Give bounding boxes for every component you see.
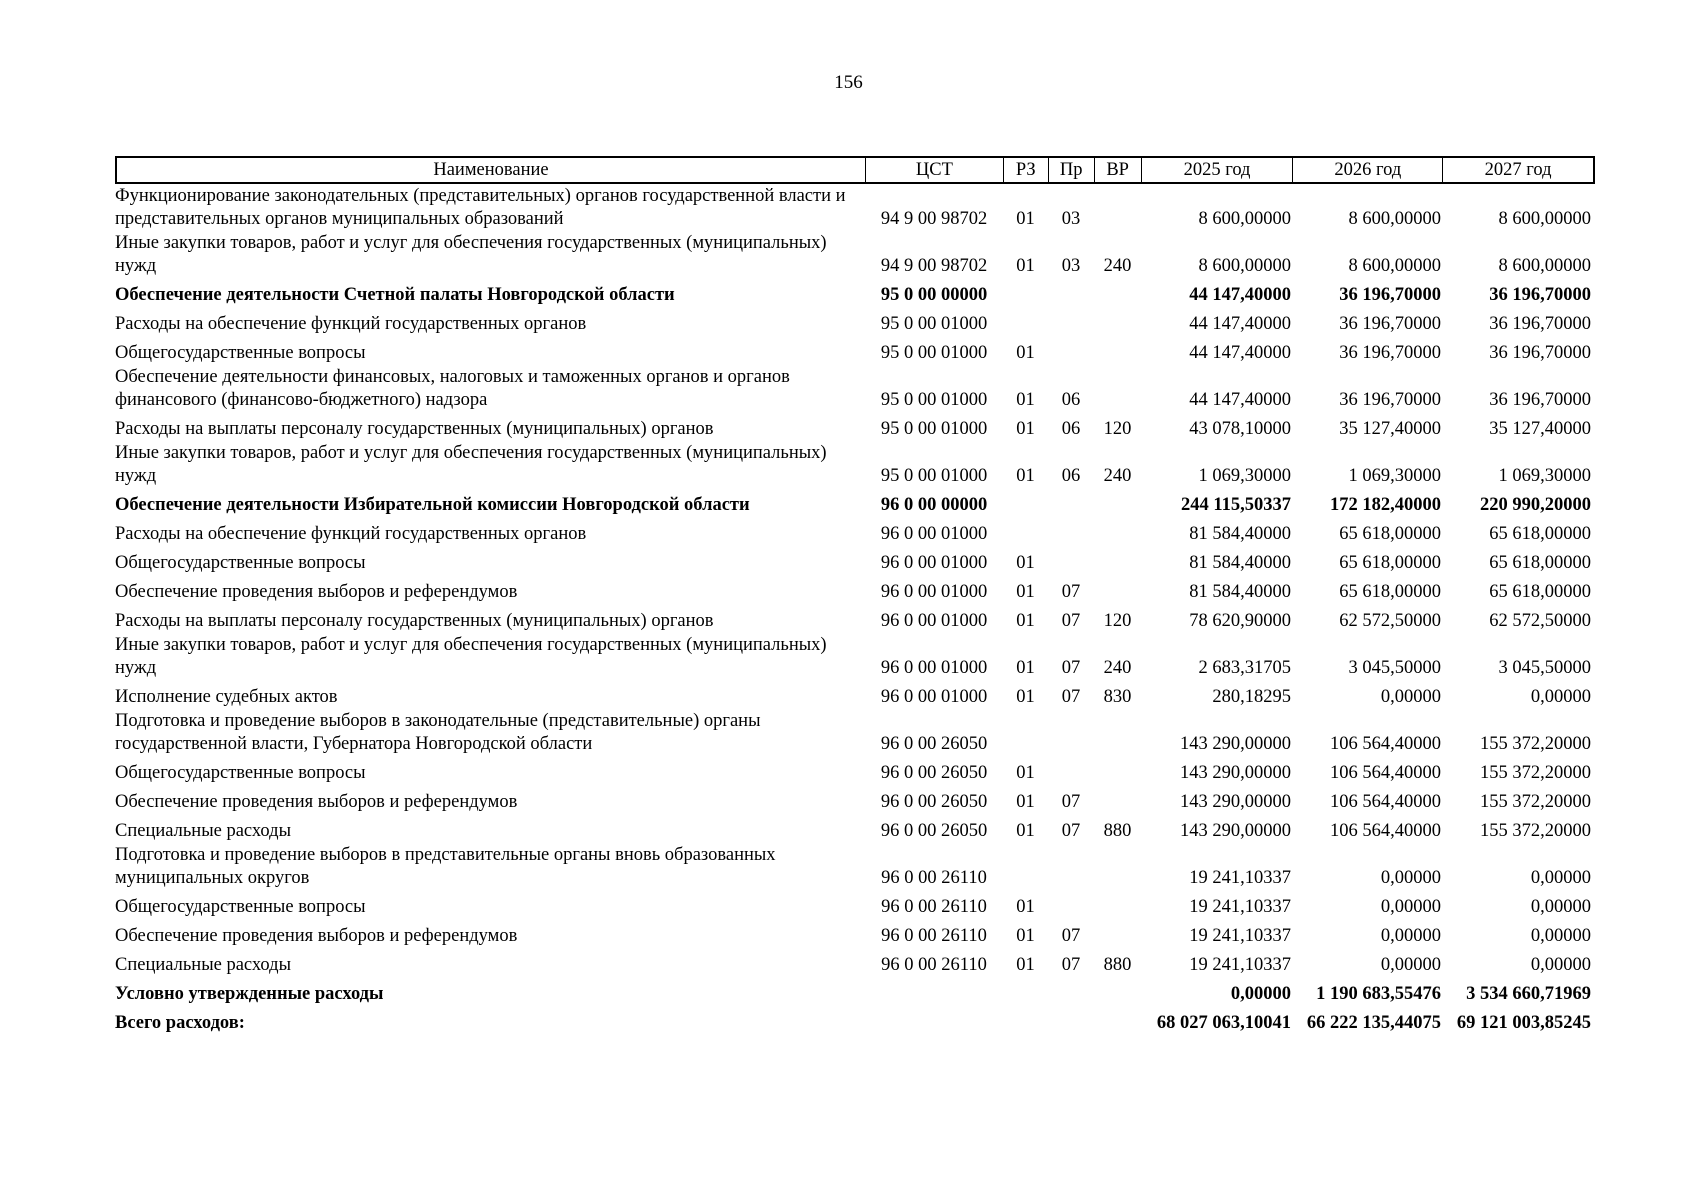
header-pr: Пр bbox=[1049, 158, 1095, 182]
row-name: Обеспечение проведения выборов и референдумов bbox=[115, 582, 518, 602]
header-2026: 2026 год bbox=[1293, 158, 1443, 182]
row-cst: 96 0 00 00000 bbox=[880, 495, 988, 515]
row-vr: 240 bbox=[1103, 658, 1132, 678]
row-cst: 96 0 00 01000 bbox=[880, 611, 988, 631]
row-value-2025: 78 620,90000 bbox=[1189, 611, 1291, 631]
row-value-2027: 0,00000 bbox=[1530, 926, 1591, 946]
row-rz: 01 bbox=[1016, 419, 1035, 439]
row-value-2025: 81 584,40000 bbox=[1189, 553, 1291, 573]
row-value-2025: 44 147,40000 bbox=[1189, 285, 1291, 305]
table-row bbox=[115, 680, 1595, 709]
row-rz: 01 bbox=[1016, 926, 1035, 946]
row-name: Иные закупки товаров, работ и услуг для обеспечения государственных (муниципальных) нужд bbox=[115, 233, 827, 276]
row-pr: 07 bbox=[1061, 582, 1081, 602]
row-value-2027: 36 196,70000 bbox=[1489, 314, 1591, 334]
table-row bbox=[115, 604, 1595, 633]
row-rz: 01 bbox=[1016, 553, 1035, 573]
row-name: Общегосударственные вопросы bbox=[115, 897, 366, 917]
table-row bbox=[115, 517, 1595, 546]
row-value-2027: 8 600,00000 bbox=[1498, 209, 1591, 229]
row-cst: 96 0 00 26110 bbox=[881, 897, 987, 917]
row-value-2025: 19 241,10337 bbox=[1189, 897, 1291, 917]
row-value-2025: 2 683,31705 bbox=[1198, 658, 1291, 678]
row-value-2027: 0,00000 bbox=[1530, 868, 1591, 888]
row-cst: 96 0 00 26050 bbox=[880, 763, 988, 783]
row-value-2025: 143 290,00000 bbox=[1180, 792, 1291, 812]
row-value-2027: 3 534 660,71969 bbox=[1466, 984, 1591, 1004]
row-value-2027: 69 121 003,85245 bbox=[1456, 1013, 1591, 1033]
row-value-2026: 65 618,00000 bbox=[1339, 524, 1441, 544]
row-name: Обеспечение деятельности финансовых, налоговых и таможенных органов и органов финансового (финансово-бюджетного) надзора bbox=[115, 367, 790, 410]
row-value-2026: 36 196,70000 bbox=[1339, 285, 1441, 305]
row-vr: 240 bbox=[1103, 256, 1132, 276]
row-name: Специальные расходы bbox=[115, 955, 291, 975]
row-value-2027: 8 600,00000 bbox=[1498, 256, 1591, 276]
row-rz: 01 bbox=[1016, 821, 1035, 841]
row-value-2025: 44 147,40000 bbox=[1189, 390, 1291, 410]
row-name: Подготовка и проведение выборов в законодательные (представительные) органы государственной власти, Губернатора Новгородской области bbox=[115, 711, 761, 754]
row-value-2026: 172 182,40000 bbox=[1330, 495, 1441, 515]
row-value-2027: 65 618,00000 bbox=[1489, 553, 1591, 573]
row-cst: 96 0 00 01000 bbox=[880, 658, 988, 678]
row-cst: 95 0 00 01000 bbox=[880, 343, 988, 363]
header-cst: ЦСТ bbox=[866, 158, 1004, 182]
row-vr: 880 bbox=[1103, 821, 1132, 841]
row-rz: 01 bbox=[1016, 687, 1035, 707]
table-row bbox=[115, 488, 1595, 517]
table-row bbox=[115, 336, 1595, 365]
row-value-2025: 0,00000 bbox=[1230, 984, 1291, 1004]
row-cst: 96 0 00 01000 bbox=[880, 553, 988, 573]
table-row bbox=[115, 709, 1595, 756]
row-cst: 96 0 00 26110 bbox=[881, 868, 987, 888]
row-name: Расходы на обеспечение функций государственных органов bbox=[115, 314, 587, 334]
row-value-2025: 8 600,00000 bbox=[1198, 209, 1291, 229]
row-value-2026: 8 600,00000 bbox=[1348, 256, 1441, 276]
header-vr: ВР bbox=[1095, 158, 1142, 182]
row-cst: 94 9 00 98702 bbox=[880, 209, 988, 229]
table-row bbox=[115, 948, 1595, 977]
table-row bbox=[115, 756, 1595, 785]
row-rz: 01 bbox=[1016, 343, 1035, 363]
row-rz: 01 bbox=[1016, 466, 1035, 486]
row-rz: 01 bbox=[1016, 658, 1035, 678]
row-value-2025: 44 147,40000 bbox=[1189, 343, 1291, 363]
row-name: Условно утвержденные расходы bbox=[115, 984, 384, 1004]
row-value-2026: 106 564,40000 bbox=[1330, 734, 1441, 754]
row-value-2026: 0,00000 bbox=[1380, 897, 1441, 917]
row-value-2026: 65 618,00000 bbox=[1339, 553, 1441, 573]
row-value-2027: 0,00000 bbox=[1530, 897, 1591, 917]
row-value-2025: 81 584,40000 bbox=[1189, 524, 1291, 544]
header-rz: РЗ bbox=[1004, 158, 1049, 182]
row-value-2026: 36 196,70000 bbox=[1339, 343, 1441, 363]
row-value-2026: 0,00000 bbox=[1380, 926, 1441, 946]
row-value-2026: 106 564,40000 bbox=[1330, 763, 1441, 783]
row-cst: 95 0 00 00000 bbox=[880, 285, 988, 305]
table-row bbox=[115, 1006, 1595, 1035]
row-name: Обеспечение деятельности Счетной палаты Новгородской области bbox=[115, 285, 675, 305]
row-value-2025: 19 241,10337 bbox=[1189, 926, 1291, 946]
row-value-2026: 0,00000 bbox=[1380, 687, 1441, 707]
row-value-2027: 220 990,20000 bbox=[1480, 495, 1591, 515]
row-value-2026: 36 196,70000 bbox=[1339, 390, 1441, 410]
row-value-2025: 43 078,10000 bbox=[1189, 419, 1291, 439]
table-row bbox=[115, 843, 1595, 890]
row-value-2026: 36 196,70000 bbox=[1339, 314, 1441, 334]
row-cst: 95 0 00 01000 bbox=[880, 314, 988, 334]
row-value-2026: 0,00000 bbox=[1380, 955, 1441, 975]
row-name: Исполнение судебных актов bbox=[115, 687, 338, 707]
row-rz: 01 bbox=[1016, 763, 1035, 783]
row-value-2025: 143 290,00000 bbox=[1180, 821, 1291, 841]
row-value-2027: 36 196,70000 bbox=[1489, 285, 1591, 305]
row-value-2027: 35 127,40000 bbox=[1489, 419, 1591, 439]
row-value-2025: 44 147,40000 bbox=[1189, 314, 1291, 334]
table-body bbox=[115, 184, 1595, 1035]
table-header bbox=[115, 156, 1595, 184]
budget-table bbox=[115, 156, 1595, 1035]
row-name: Расходы на выплаты персоналу государственных (муниципальных) органов bbox=[115, 419, 714, 439]
table-row bbox=[115, 633, 1595, 680]
row-value-2026: 3 045,50000 bbox=[1348, 658, 1441, 678]
row-value-2026: 62 572,50000 bbox=[1339, 611, 1441, 631]
table-row bbox=[115, 814, 1595, 843]
row-vr: 880 bbox=[1103, 955, 1132, 975]
row-value-2027: 0,00000 bbox=[1530, 687, 1591, 707]
row-rz: 01 bbox=[1016, 256, 1035, 276]
row-cst: 96 0 00 01000 bbox=[880, 524, 988, 544]
row-name: Всего расходов: bbox=[115, 1013, 245, 1033]
row-value-2025: 19 241,10337 bbox=[1189, 868, 1291, 888]
row-rz: 01 bbox=[1016, 792, 1035, 812]
row-name: Общегосударственные вопросы bbox=[115, 343, 366, 363]
row-vr: 120 bbox=[1103, 611, 1132, 631]
row-value-2026: 66 222 135,44075 bbox=[1306, 1013, 1441, 1033]
row-value-2026: 1 069,30000 bbox=[1348, 466, 1441, 486]
row-cst: 94 9 00 98702 bbox=[880, 256, 988, 276]
row-value-2025: 81 584,40000 bbox=[1189, 582, 1291, 602]
table-row bbox=[115, 546, 1595, 575]
row-pr: 06 bbox=[1061, 419, 1081, 439]
table-row bbox=[115, 890, 1595, 919]
row-pr: 06 bbox=[1061, 390, 1081, 410]
row-value-2025: 8 600,00000 bbox=[1198, 256, 1291, 276]
row-cst: 96 0 00 01000 bbox=[880, 687, 988, 707]
row-rz: 01 bbox=[1016, 582, 1035, 602]
row-pr: 06 bbox=[1061, 466, 1081, 486]
row-name: Иные закупки товаров, работ и услуг для обеспечения государственных (муниципальных) нужд bbox=[115, 443, 827, 486]
row-name: Обеспечение проведения выборов и референдумов bbox=[115, 792, 518, 812]
row-pr: 07 bbox=[1061, 955, 1081, 975]
row-value-2027: 65 618,00000 bbox=[1489, 524, 1591, 544]
row-rz: 01 bbox=[1016, 897, 1035, 917]
row-value-2027: 36 196,70000 bbox=[1489, 390, 1591, 410]
row-rz: 01 bbox=[1016, 390, 1035, 410]
row-vr: 830 bbox=[1103, 687, 1132, 707]
table-row bbox=[115, 977, 1595, 1006]
table-row bbox=[115, 184, 1595, 231]
row-value-2027: 3 045,50000 bbox=[1498, 658, 1591, 678]
row-value-2027: 62 572,50000 bbox=[1489, 611, 1591, 631]
row-name: Иные закупки товаров, работ и услуг для обеспечения государственных (муниципальных) нужд bbox=[115, 635, 827, 678]
row-value-2026: 106 564,40000 bbox=[1330, 792, 1441, 812]
row-value-2025: 280,18295 bbox=[1212, 687, 1291, 707]
row-value-2027: 155 372,20000 bbox=[1480, 792, 1591, 812]
row-cst: 96 0 00 26050 bbox=[880, 734, 988, 754]
row-cst: 95 0 00 01000 bbox=[880, 390, 988, 410]
row-value-2025: 143 290,00000 bbox=[1180, 734, 1291, 754]
row-pr: 07 bbox=[1061, 611, 1081, 631]
row-value-2026: 35 127,40000 bbox=[1339, 419, 1441, 439]
row-cst: 96 0 00 26110 bbox=[881, 955, 987, 975]
row-pr: 07 bbox=[1061, 658, 1081, 678]
table-row bbox=[115, 307, 1595, 336]
row-value-2025: 244 115,50337 bbox=[1181, 495, 1291, 515]
table-row bbox=[115, 365, 1595, 412]
row-name: Расходы на выплаты персоналу государственных (муниципальных) органов bbox=[115, 611, 714, 631]
table-row bbox=[115, 278, 1595, 307]
row-rz: 01 bbox=[1016, 955, 1035, 975]
table-row bbox=[115, 575, 1595, 604]
row-value-2025: 143 290,00000 bbox=[1180, 763, 1291, 783]
row-cst: 96 0 00 26110 bbox=[881, 926, 987, 946]
row-value-2025: 1 069,30000 bbox=[1198, 466, 1291, 486]
row-value-2026: 106 564,40000 bbox=[1330, 821, 1441, 841]
row-name: Специальные расходы bbox=[115, 821, 291, 841]
row-cst: 96 0 00 26050 bbox=[880, 821, 988, 841]
row-value-2026: 65 618,00000 bbox=[1339, 582, 1441, 602]
table-row bbox=[115, 412, 1595, 441]
row-value-2025: 68 027 063,10041 bbox=[1156, 1013, 1291, 1033]
row-cst: 96 0 00 26050 bbox=[880, 792, 988, 812]
row-value-2027: 65 618,00000 bbox=[1489, 582, 1591, 602]
table-row bbox=[115, 441, 1595, 488]
row-value-2025: 19 241,10337 bbox=[1189, 955, 1291, 975]
row-pr: 07 bbox=[1061, 926, 1081, 946]
row-cst: 96 0 00 01000 bbox=[880, 582, 988, 602]
header-2025: 2025 год bbox=[1142, 158, 1294, 182]
row-vr: 240 bbox=[1103, 466, 1132, 486]
header-2027: 2027 год bbox=[1484, 159, 1552, 180]
page-number: 156 bbox=[834, 72, 863, 93]
row-value-2027: 155 372,20000 bbox=[1480, 821, 1591, 841]
row-pr: 07 bbox=[1061, 687, 1081, 707]
row-name: Подготовка и проведение выборов в представительные органы вновь образованных муниципальных округов bbox=[115, 845, 776, 888]
row-pr: 07 bbox=[1061, 792, 1081, 812]
row-cst: 95 0 00 01000 bbox=[880, 466, 988, 486]
header-name: Наименование bbox=[117, 158, 866, 182]
row-vr: 120 bbox=[1103, 419, 1132, 439]
row-name: Обеспечение проведения выборов и референдумов bbox=[115, 926, 518, 946]
row-value-2026: 0,00000 bbox=[1380, 868, 1441, 888]
row-pr: 03 bbox=[1061, 209, 1081, 229]
table-row bbox=[115, 919, 1595, 948]
row-name: Общегосударственные вопросы bbox=[115, 763, 366, 783]
row-rz: 01 bbox=[1016, 611, 1035, 631]
row-value-2027: 155 372,20000 bbox=[1480, 763, 1591, 783]
row-name: Общегосударственные вопросы bbox=[115, 553, 366, 573]
row-value-2027: 155 372,20000 bbox=[1480, 734, 1591, 754]
row-rz: 01 bbox=[1016, 209, 1035, 229]
row-value-2027: 0,00000 bbox=[1530, 955, 1591, 975]
row-value-2026: 1 190 683,55476 bbox=[1316, 984, 1441, 1004]
row-pr: 03 bbox=[1061, 256, 1081, 276]
row-value-2027: 36 196,70000 bbox=[1489, 343, 1591, 363]
row-value-2027: 1 069,30000 bbox=[1498, 466, 1591, 486]
row-name: Обеспечение деятельности Избирательной комиссии Новгородской области bbox=[115, 495, 750, 515]
row-name: Функционирование законодательных (представительных) органов государственной власти и представительных органов муниципальных образований bbox=[115, 186, 846, 229]
row-name: Расходы на обеспечение функций государственных органов bbox=[115, 524, 587, 544]
table-row bbox=[115, 231, 1595, 278]
row-pr: 07 bbox=[1061, 821, 1081, 841]
row-value-2026: 8 600,00000 bbox=[1348, 209, 1441, 229]
table-row bbox=[115, 785, 1595, 814]
row-cst: 95 0 00 01000 bbox=[880, 419, 988, 439]
